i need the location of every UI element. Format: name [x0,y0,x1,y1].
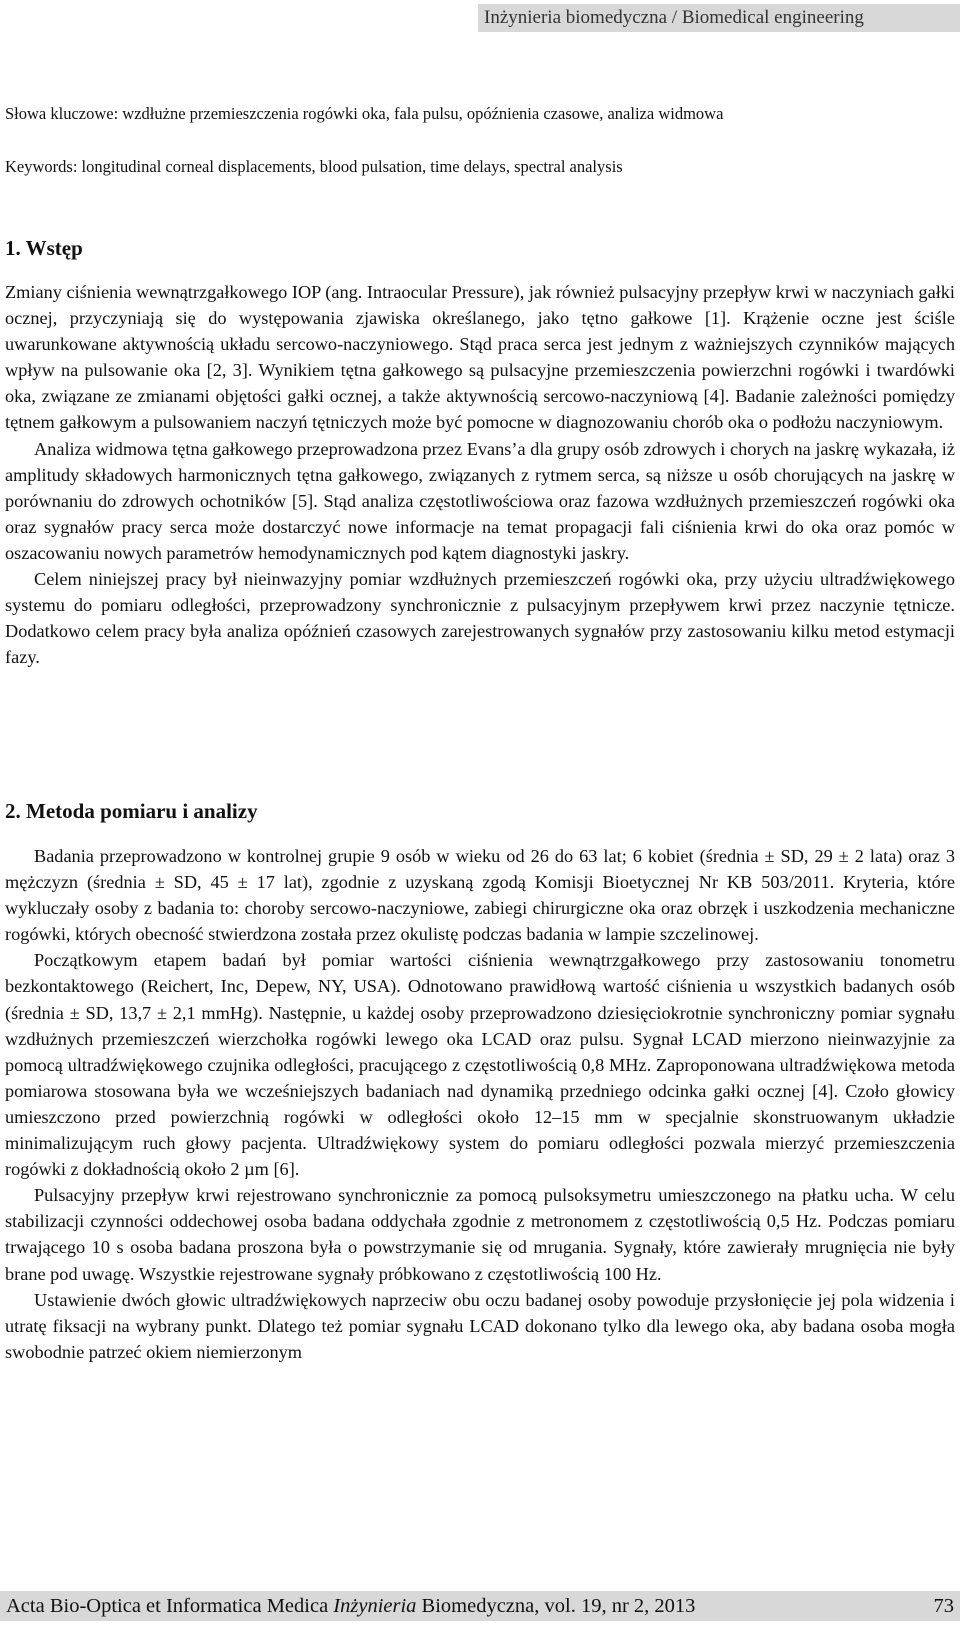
paragraph: Pulsacyjny przepływ krwi rejestrowano synchronicznie za pomocą pulsoksymetru umieszczonego na płatku ucha. W celu stabilizacji czynności oddechowej osoba badana oddychała zgodnie z metronomem z częstotliwością 0,5 Hz. Podczas pomiaru trwającego 10 s osoba badana proszona była o powstrzymanie się od mrugania. Sygnały, które zawierały mrugnięcia nie były brane pod uwagę. Wszystkie rejestrowane sygnały próbkowano z częstotliwością 100 Hz. [5,1185,955,1284]
paragraph: Początkowym etapem badań był pomiar wartości ciśnienia wewnątrzgałkowego przy zastosowaniu tonometru bezkontaktowego (Reichert, Inc, Depew, NY, USA). Odnotowano prawidłową wartość ciśnienia u wszystkich badanych osób (średnia ± SD, 13,7 ± 2,1 mmHg). Następnie, u każdej osoby przeprowadzono dziesięciokrotnie synchroniczny pomiar sygnału wzdłużnych przemieszczeń wierzchołka rogówki lewego oka LCAD oraz pulsu. Sygnał LCAD mierzono nieinwazyjnie za pomocą ultradźwiękowego czujnika odległości, pracującego z częstotliwością 0,8 MHz. Zaproponowana ultradźwiękowa metoda pomiarowa stosowana była we wcześniejszych badaniach nad dynamiką przedniego odcinka gałki ocznej [4]. Czoło głowicy umieszczono przed powierzchnią rogówki w odległości około 12–15 mm w specjalnie skonstruowanym układzie minimalizującym ruch głowy pacjenta. Ultradźwiękowy system do pomiaru odległości pozwala mierzyć przemieszczenia rogówki z dokładnością około 2 µm [6]. [5,950,955,1180]
section-1-body [5,279,955,670]
journal-prefix: Acta Bio-Optica et Informatica Medica [6,1595,334,1617]
paragraph: Badania przeprowadzono w kontrolnej grupie 9 osób w wieku od 26 do 63 lat; 6 kobiet (średnia ± SD, 29 ± 2 lata) oraz 3 mężczyzn (średnia ± SD, 45 ± 17 lat), zgodnie z uzyskaną zgodą Komisji Bioetycznej Nr KB 503/2011. Kryteria, które wykluczały osoby z badania to: choroby sercowo-naczyniowe, zabiegi chirurgiczne oka oraz obrzęk i uszkodzenia mechaniczne rogówki, których obecność stwierdzona została przez okulistę podczas badania w lampie szczelinowej. [5,846,955,945]
paragraph: Zmiany ciśnienia wewnątrzgałkowego IOP (ang. Intraocular Pressure), jak również pulsacyjny przepływ krwi w naczyniach gałki ocznej, przyczyniają się do występowania zjawiska określanego, jako tętno gałkowe [1]. Krążenie oczne jest ściśle uwarunkowane aktywnością układu sercowo-naczyniowego. Stąd praca serca jest jednym z ważniejszych czynników mających wpływ na pulsowanie oka [2, 3]. Wynikiem tętna gałkowego są pulsacyjne przemieszczenia powierzchni rogówki i twardówki oka, związane ze zmianami objętości gałki ocznej, a także aktywnością sercowo-naczyniową [4]. Badanie zależności pomiędzy tętnem gałkowym a pulsowaniem naczyń tętniczych może być pomocne w diagnozowaniu chorób oka o podłożu naczyniowym. [5,282,955,433]
journal-suffix: Biomedyczna, vol. 19, nr 2, 2013 [416,1595,696,1617]
section-2-heading: 2. Metoda pomiaru i analizy [5,799,258,823]
paragraph: Celem niniejszej pracy był nieinwazyjny pomiar wzdłużnych przemieszczeń rogówki oka, przy użyciu ultradźwiękowego systemu do pomiaru odległości, przeprowadzony synchronicznie z pulsacyjnym przepływem krwi przez naczynie tętnicze. Dodatkowo celem pracy była analiza opóźnień czasowych zarejestrowanych sygnałów przy zastosowaniu kilku metod estymacji fazy. [5,569,955,668]
keywords-polish: Słowa kluczowe: wzdłużne przemieszczenia rogówki oka, fala pulsu, opóźnienia czasowe, analiza widmowa [5,104,724,123]
keywords-english: Keywords: longitudinal corneal displacements, blood pulsation, time delays, spectral analysis [5,157,623,176]
section-1-heading: 1. Wstęp [5,236,83,260]
journal-italic: Inżynieria [333,1595,417,1617]
page-footer [0,1591,960,1621]
paragraph: Ustawienie dwóch głowic ultradźwiękowych naprzeciw obu oczu badanej osoby powoduje przysłonięcie jej pola widzenia i utratę fiksacji na wybrany punkt. Dlatego też pomiar sygnału LCAD dokonano tylko dla lewego oka, aby badana osoba mogła swobodnie patrzeć okiem niemierzonym [5,1289,955,1362]
page-number: 73 [933,1595,954,1617]
running-header: Inżynieria biomedyczna / Biomedical engineering [478,4,960,32]
section-2-body [5,843,955,1365]
journal-citation [6,1591,695,1621]
paragraph: Analiza widmowa tętna gałkowego przeprowadzona przez Evans’a dla grupy osób zdrowych i chorych na jaskrę wykazała, iż amplitudy składowych harmonicznych tętna gałkowego, związanych z rytmem serca, są niższe u osób chorujących na jaskrę w porównaniu do zdrowych ochotników [5]. Stąd analiza częstotliwościowa oraz fazowa wzdłużnych przemieszczeń rogówki oka oraz sygnałów pracy serca może dostarczyć nowe informacje na temat propagacji fali ciśnienia krwi do oka oraz pomóc w oszacowaniu nowych parametrów hemodynamicznych pod kątem diagnostyki jaskry. [5,438,955,563]
